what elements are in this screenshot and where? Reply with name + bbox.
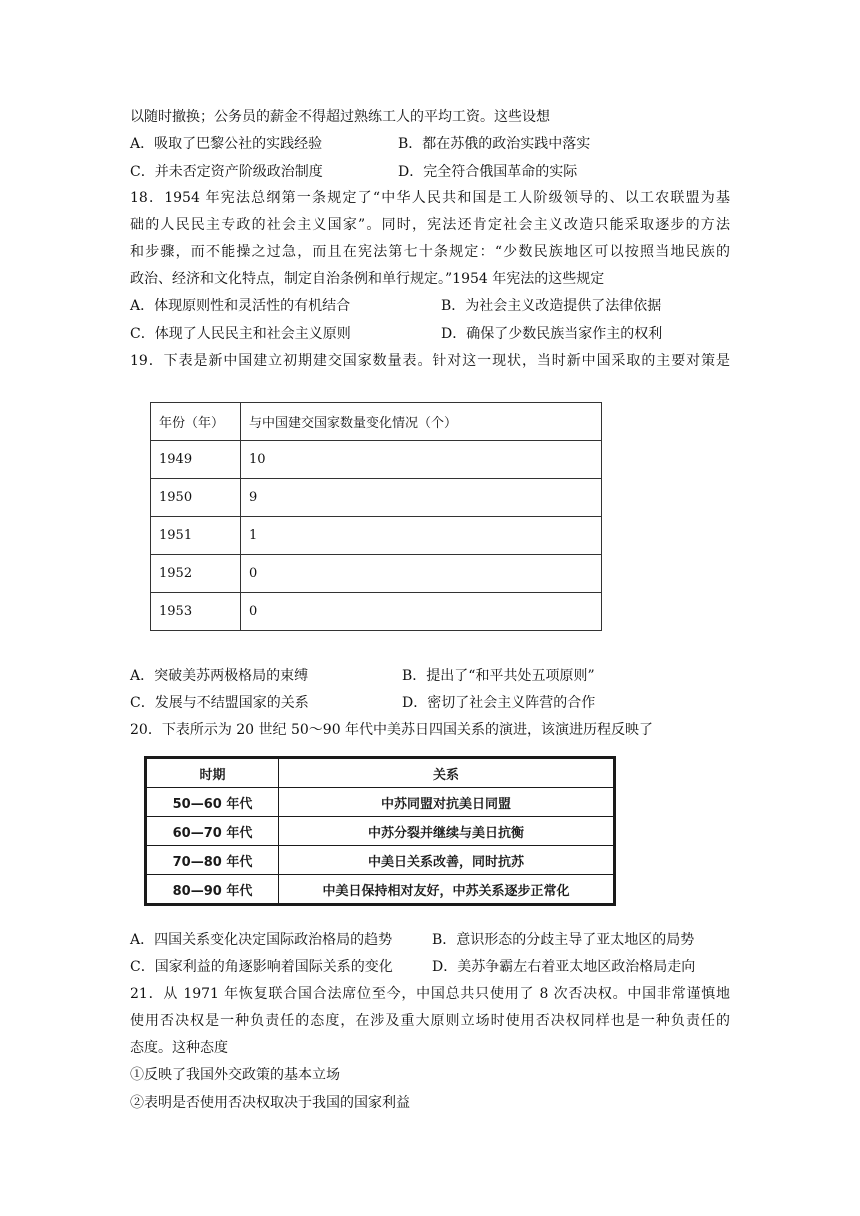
q19-option-b: B．提出了“和平共处五项原则”	[402, 668, 595, 684]
table-cell-year: 1952	[151, 555, 241, 593]
q18-option-a: A．体现原则性和灵活性的有机结合	[130, 298, 351, 314]
table-cell-count: 9	[241, 479, 602, 517]
table-header-row	[151, 403, 602, 441]
diplomatic-relations-table	[150, 402, 602, 631]
q21-item-1: ①反映了我国外交政策的基本立场	[130, 1067, 340, 1083]
table-cell-relation: 中苏分裂并继续与美日抗衡	[279, 817, 615, 846]
q19-option-d: D．密切了社会主义阵营的合作	[402, 695, 596, 711]
q21-item-2: ②表明是否使用否决权取决于我国的国家利益	[130, 1095, 410, 1111]
table-cell-count: 10	[241, 441, 602, 479]
table-cell-count: 1	[241, 517, 602, 555]
q17-option-c: C．并未否定资产阶级政治制度	[130, 164, 323, 180]
table-row	[146, 788, 615, 817]
table-cell-period: 50—60 年代	[146, 788, 279, 817]
table-cell-count: 0	[241, 593, 602, 631]
q18-option-d: D．确保了少数民族当家作主的权利	[441, 326, 663, 342]
four-nation-relations-table	[144, 756, 616, 906]
q19-option-a: A．突破美苏两极格局的束缚	[130, 668, 309, 684]
q19-stem: 19．下表是新中国建立初期建交国家数量表。针对这一现状，当时新中国采取的主要对策是	[130, 353, 730, 369]
q19-option-c: C．发展与不结盟国家的关系	[130, 695, 309, 711]
table-cell-year: 1951	[151, 517, 241, 555]
table-cell-period: 60—70 年代	[146, 817, 279, 846]
table-cell-relation: 中美日保持相对友好，中苏关系逐步正常化	[279, 875, 615, 905]
table-cell-period: 70—80 年代	[146, 846, 279, 875]
q18-option-b: B．为社会主义改造提供了法律依据	[441, 298, 662, 314]
table-row	[146, 875, 615, 905]
table-row	[151, 555, 602, 593]
q17-option-a: A．吸取了巴黎公社的实践经验	[130, 136, 323, 152]
q18-stem-line-2: 础的人民民主专政的社会主义国家”。同时，宪法还肯定社会主义改造只能采取逐步的方法	[130, 217, 730, 233]
table-row	[151, 479, 602, 517]
q21-stem-line-1: 21．从 1971 年恢复联合国合法席位至今，中国总共只使用了 8 次否决权。中国非常谨慎地	[130, 986, 730, 1002]
table-row	[146, 846, 615, 875]
table-cell-year: 1950	[151, 479, 241, 517]
q18-stem-line-1: 18．1954 年宪法总纲第一条规定了“中华人民共和国是工人阶级领导的、以工农联盟为基	[130, 190, 730, 206]
q17-stem-end: 以随时撤换；公务员的薪金不得超过熟练工人的平均工资。这些设想	[130, 109, 550, 125]
q18-option-c: C．体现了人民民主和社会主义原则	[130, 326, 351, 342]
q20-option-b: B．意识形态的分歧主导了亚太地区的局势	[432, 932, 695, 948]
table-row	[151, 441, 602, 479]
q17-option-d: D．完全符合俄国革命的实际	[398, 164, 578, 180]
table-header-period: 时期	[146, 758, 279, 788]
table-row	[151, 517, 602, 555]
q21-stem-line-2: 使用否决权是一种负责任的态度，在涉及重大原则立场时使用否决权同样也是一种负责任的	[130, 1013, 730, 1029]
table-cell-period: 80—90 年代	[146, 875, 279, 905]
table-row	[146, 817, 615, 846]
table-cell-relation: 中苏同盟对抗美日同盟	[279, 788, 615, 817]
q20-option-c: C．国家利益的角逐影响着国际关系的变化	[130, 959, 393, 975]
table-cell-count: 0	[241, 555, 602, 593]
q21-stem-line-3: 态度。这种态度	[130, 1040, 228, 1056]
q18-stem-line-3: 和步骤，而不能操之过急，而且在宪法第七十条规定：“少数民族地区可以按照当地民族的	[130, 244, 730, 260]
table-header-year: 年份（年）	[151, 403, 241, 441]
q20-stem: 20．下表所示为 20 世纪 50～90 年代中美苏日四国关系的演进，该演进历程反映了	[130, 722, 654, 738]
table-row	[151, 593, 602, 631]
table-cell-relation: 中美日关系改善，同时抗苏	[279, 846, 615, 875]
table-header-relation: 关系	[279, 758, 615, 788]
table-header-row	[146, 758, 615, 788]
table-header-count: 与中国建交国家数量变化情况（个）	[241, 403, 602, 441]
table-cell-year: 1949	[151, 441, 241, 479]
q18-stem-line-4: 政治、经济和文化特点，制定自治条例和单行规定。”1954 年宪法的这些规定	[130, 271, 605, 287]
table-cell-year: 1953	[151, 593, 241, 631]
q20-option-a: A．四国关系变化决定国际政治格局的趋势	[130, 932, 393, 948]
q20-option-d: D．美苏争霸左右着亚太地区政治格局走向	[432, 959, 696, 975]
q17-option-b: B．都在苏俄的政治实践中落实	[398, 136, 591, 152]
